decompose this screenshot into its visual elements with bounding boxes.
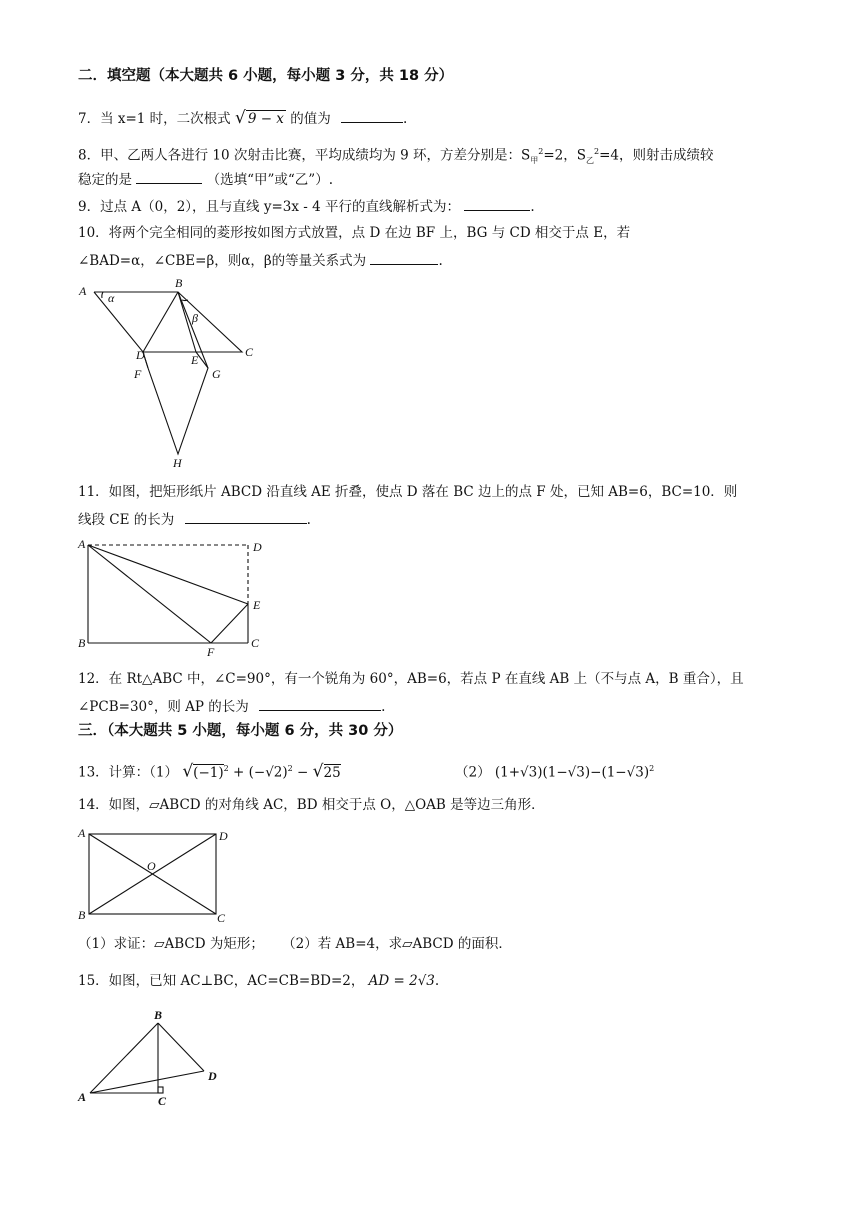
label-E: E: [191, 353, 199, 367]
label-D: D: [136, 348, 145, 362]
question-12-line-1: 12．在 Rt△ABC 中，∠C=90°，有一个锐角为 60°，AB=6，若点 P 在直线 AB 上（不与点 A，B 重合），且: [78, 671, 744, 687]
label-F: F: [134, 367, 142, 381]
label-E: E: [253, 598, 261, 612]
label-H: H: [173, 456, 182, 470]
question-15: 15．如图，已知 AC⊥BC，AC=CB=BD=2， AD = 2√3.: [78, 973, 440, 989]
label-A: A: [79, 284, 87, 298]
radicand: 9 − x: [247, 111, 284, 127]
label-A: A: [78, 826, 86, 840]
label-beta: β: [192, 311, 198, 325]
question-7: 7．当 x=1 时，二次根式 √ 9 − x 的值为 .: [78, 108, 408, 128]
answer-blank[interactable]: [136, 169, 202, 184]
label-A: A: [78, 537, 86, 551]
radical-sign: √: [234, 108, 246, 128]
label-F: F: [207, 645, 215, 659]
label-C: C: [217, 911, 226, 925]
label-B: B: [154, 1008, 163, 1022]
label-C: C: [251, 636, 260, 650]
label-O: O: [147, 859, 156, 873]
figure-folded-rectangle: [74, 535, 274, 660]
question-9: 9．过点 A（0，2），且与直线 y=3x - 4 平行的直线解析式为： .: [78, 196, 535, 216]
label-B: B: [78, 908, 86, 922]
answer-blank[interactable]: [185, 509, 307, 524]
label-B: B: [175, 278, 183, 290]
question-13-part-2: （2） $(1+√3)(1-√3)-(1-√3)^2$: [455, 764, 655, 781]
figure-rhombi: [74, 278, 274, 474]
answer-blank[interactable]: [259, 696, 381, 711]
label-D: D: [253, 540, 262, 554]
question-14-parts: （1）求证：▱ABCD 为矩形； （2）若 AB=4，求▱ABCD 的面积．: [78, 936, 512, 952]
label-D: D: [208, 1069, 217, 1083]
question-10-line-1: 10．将两个完全相同的菱形按如图方式放置，点 D 在边 BF 上，BG 与 CD 相交于点 E，若: [78, 225, 631, 241]
answer-blank[interactable]: [464, 196, 530, 211]
figure-triangles: [74, 1005, 234, 1110]
figure-rectangle-diagonals: [74, 824, 244, 926]
label-A: A: [78, 1090, 87, 1104]
question-14: 14．如图，▱ABCD 的对角线 AC，BD 相交于点 O，△OAB 是等边三角形．: [78, 797, 545, 813]
label-G: G: [212, 367, 221, 381]
answer-blank[interactable]: [370, 250, 438, 265]
section-heading: 三．（本大题共 5 小题，每小题 6 分，共 30 分）: [78, 723, 403, 739]
question-12-line-2: ∠PCB=30°，则 AP 的长为 .: [78, 696, 385, 716]
question-8-line-1: 8．甲、乙两人各进行 10 次射击比赛，平均成绩均为 9 环，方差分别是：$S_甲^2=2$，$S_乙^2=4$，则射击成绩较: [78, 147, 714, 166]
question-11-line-1: 11．如图，把矩形纸片 ABCD 沿直线 AE 折叠，使点 D 落在 BC 边上的点 F 处，已知 AB=6，BC=10．则: [78, 484, 738, 500]
label-B: B: [78, 636, 86, 650]
question-8-line-2: 稳定的是 （选填“甲”或“乙”）.: [78, 169, 333, 189]
label-alpha: α: [108, 291, 115, 305]
question-13: 13．计算：（1） $√(-1)^2 + (-√2)^2 - √25$: [78, 761, 341, 782]
label-D: D: [219, 829, 228, 843]
question-11-line-2: 线段 CE 的长为 .: [78, 509, 311, 529]
answer-blank[interactable]: [341, 108, 403, 123]
label-C: C: [158, 1094, 167, 1108]
question-10-line-2: ∠BAD=α，∠CBE=β，则α，β的等量关系式为 .: [78, 250, 443, 270]
label-C: C: [245, 345, 254, 359]
section-heading: 二．填空题（本大题共 6 小题，每小题 3 分，共 18 分）: [78, 68, 454, 84]
